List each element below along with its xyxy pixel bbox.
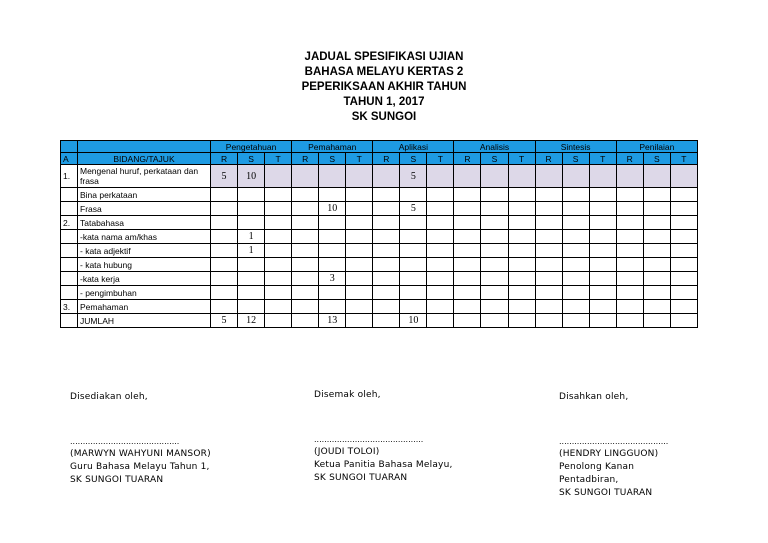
signature-school: SK SUNGOI TUARAN <box>559 488 653 498</box>
score-cell <box>427 272 454 286</box>
score-cell <box>454 188 481 202</box>
score-cell <box>238 272 265 286</box>
score-cell <box>508 272 535 286</box>
score-cell <box>427 165 454 188</box>
score-cell <box>481 286 508 300</box>
score-cell <box>535 202 562 216</box>
score-cell <box>400 300 427 314</box>
score-cell <box>454 286 481 300</box>
score-cell <box>616 258 643 272</box>
score-cell <box>616 216 643 230</box>
row-index: 3. <box>61 300 78 314</box>
table-row <box>61 216 698 230</box>
score-cell <box>643 258 670 272</box>
score-cell <box>265 272 292 286</box>
score-cell <box>211 202 238 216</box>
row-label: Bina perkataan <box>78 188 211 202</box>
score-cell <box>481 258 508 272</box>
signature-block-checked <box>314 389 453 485</box>
score-cell <box>454 216 481 230</box>
score-cell <box>427 244 454 258</box>
score-cell <box>643 165 670 188</box>
sub-header: T <box>508 153 535 165</box>
score-cell <box>292 286 319 300</box>
score-cell <box>373 244 400 258</box>
score-cell <box>400 272 427 286</box>
score-cell <box>265 286 292 300</box>
score-cell <box>670 165 697 188</box>
score-cell <box>346 258 373 272</box>
score-cell <box>319 244 346 258</box>
score-cell <box>265 300 292 314</box>
score-cell <box>535 230 562 244</box>
score-cell <box>589 244 616 258</box>
specification-table <box>60 140 698 328</box>
sub-header: S <box>481 153 508 165</box>
sub-header: R <box>373 153 400 165</box>
score-cell: 10 <box>400 314 427 328</box>
score-cell <box>373 300 400 314</box>
score-cell <box>346 314 373 328</box>
signature-school: SK SUNGOI TUARAN <box>314 473 408 483</box>
score-cell <box>211 300 238 314</box>
header-blank <box>61 141 78 153</box>
sub-header: T <box>589 153 616 165</box>
score-cell <box>535 244 562 258</box>
row-label: Tatabahasa <box>78 216 211 230</box>
score-cell <box>535 286 562 300</box>
score-cell <box>508 202 535 216</box>
score-cell <box>454 230 481 244</box>
group-header: Sintesis <box>535 141 616 153</box>
score-cell <box>589 188 616 202</box>
table-header-sub <box>61 153 698 165</box>
signature-role: Guru Bahasa Melayu Tahun 1, <box>70 462 210 472</box>
group-header: Pemahaman <box>292 141 373 153</box>
score-cell <box>616 272 643 286</box>
score-cell <box>616 188 643 202</box>
title-line-5: SK SUNGOI <box>351 111 417 123</box>
score-cell <box>589 300 616 314</box>
score-cell <box>562 258 589 272</box>
row-index: 1. <box>61 165 78 188</box>
sub-header: R <box>535 153 562 165</box>
table-row <box>61 202 698 216</box>
score-cell <box>643 272 670 286</box>
score-cell <box>535 314 562 328</box>
score-cell <box>346 244 373 258</box>
score-cell <box>643 188 670 202</box>
score-cell <box>319 286 346 300</box>
score-cell <box>211 188 238 202</box>
row-index: 2. <box>61 216 78 230</box>
table-row <box>61 314 698 328</box>
score-cell <box>670 202 697 216</box>
score-cell <box>346 165 373 188</box>
score-cell <box>589 314 616 328</box>
signature-heading: Disahkan oleh, <box>559 392 629 402</box>
score-cell <box>562 314 589 328</box>
sub-header: T <box>265 153 292 165</box>
score-cell <box>427 314 454 328</box>
score-cell <box>589 165 616 188</box>
score-cell <box>346 286 373 300</box>
sub-header: S <box>238 153 265 165</box>
table-row <box>61 165 698 188</box>
score-cell <box>643 314 670 328</box>
score-cell <box>427 216 454 230</box>
signature-name: (HENDRY LINGGUON) <box>559 449 659 459</box>
signature-school: SK SUNGOI TUARAN <box>70 475 164 485</box>
sub-header: S <box>319 153 346 165</box>
group-header: Penilaian <box>616 141 697 153</box>
sub-header: S <box>643 153 670 165</box>
row-label: Mengenal huruf, perkataan dan frasa <box>78 165 211 188</box>
score-cell: 5 <box>211 165 238 188</box>
score-cell <box>265 216 292 230</box>
score-cell: 5 <box>400 202 427 216</box>
score-cell <box>292 165 319 188</box>
score-cell <box>292 272 319 286</box>
score-cell <box>562 188 589 202</box>
col-bidang-header: BIDANG/TAJUK <box>78 153 211 165</box>
title-line-4: TAHUN 1, 2017 <box>343 96 425 108</box>
score-cell <box>292 188 319 202</box>
score-cell <box>481 244 508 258</box>
score-cell <box>562 300 589 314</box>
sub-header: T <box>670 153 697 165</box>
score-cell <box>481 300 508 314</box>
score-cell <box>670 258 697 272</box>
score-cell <box>265 165 292 188</box>
score-cell <box>454 165 481 188</box>
score-cell <box>211 230 238 244</box>
score-cell <box>589 272 616 286</box>
score-cell <box>373 258 400 272</box>
score-cell: 13 <box>319 314 346 328</box>
score-cell <box>265 244 292 258</box>
score-cell <box>346 272 373 286</box>
title-line-1: JADUAL SPESIFIKASI UJIAN <box>304 51 464 63</box>
score-cell <box>292 202 319 216</box>
score-cell <box>427 202 454 216</box>
sub-header: R <box>211 153 238 165</box>
row-label: Pemahaman <box>78 300 211 314</box>
row-index <box>61 230 78 244</box>
signature-block-approved <box>559 391 668 500</box>
score-cell <box>481 165 508 188</box>
score-cell <box>481 202 508 216</box>
score-cell <box>454 202 481 216</box>
score-cell <box>427 286 454 300</box>
score-cell <box>400 244 427 258</box>
score-cell <box>508 188 535 202</box>
score-cell <box>535 188 562 202</box>
score-cell <box>454 272 481 286</box>
row-index <box>61 244 78 258</box>
score-cell <box>643 300 670 314</box>
title-line-3: PEPERIKSAAN AKHIR TAHUN <box>301 81 467 93</box>
sub-header: S <box>562 153 589 165</box>
signature-line: ........................................... <box>314 435 424 444</box>
header-blank <box>78 141 211 153</box>
score-cell <box>211 216 238 230</box>
score-cell: 1 <box>238 244 265 258</box>
score-cell <box>643 286 670 300</box>
score-cell <box>481 314 508 328</box>
score-cell <box>427 300 454 314</box>
score-cell <box>346 216 373 230</box>
score-cell: 5 <box>400 165 427 188</box>
group-header: Aplikasi <box>373 141 454 153</box>
score-cell <box>427 230 454 244</box>
table-row <box>61 272 698 286</box>
sub-header: T <box>346 153 373 165</box>
score-cell <box>238 258 265 272</box>
signature-line: ........................................... <box>559 437 669 446</box>
score-cell <box>346 188 373 202</box>
score-cell <box>454 300 481 314</box>
score-cell <box>265 258 292 272</box>
score-cell <box>319 300 346 314</box>
table-row <box>61 230 698 244</box>
score-cell <box>589 230 616 244</box>
score-cell <box>238 202 265 216</box>
signature-role: Ketua Panitia Bahasa Melayu, <box>314 460 453 470</box>
score-cell <box>670 244 697 258</box>
signature-role-2: Pentadbiran, <box>559 475 619 485</box>
document-title <box>0 50 768 125</box>
score-cell <box>265 314 292 328</box>
score-cell <box>616 244 643 258</box>
score-cell <box>265 202 292 216</box>
score-cell <box>562 230 589 244</box>
score-cell <box>535 216 562 230</box>
score-cell <box>373 314 400 328</box>
score-cell <box>535 300 562 314</box>
score-cell <box>508 165 535 188</box>
row-label: JUMLAH <box>78 314 211 328</box>
score-cell <box>670 314 697 328</box>
score-cell <box>589 286 616 300</box>
row-index <box>61 286 78 300</box>
row-index <box>61 272 78 286</box>
score-cell <box>373 286 400 300</box>
score-cell <box>373 216 400 230</box>
score-cell <box>481 216 508 230</box>
sub-header: R <box>616 153 643 165</box>
signature-block-prepared <box>70 391 211 487</box>
row-label: -kata kerja <box>78 272 211 286</box>
score-cell <box>346 202 373 216</box>
score-cell <box>535 165 562 188</box>
score-cell: 3 <box>319 272 346 286</box>
table-row <box>61 286 698 300</box>
score-cell <box>400 258 427 272</box>
signature-name: (MARWYN WAHYUNI MANSOR) <box>70 449 211 459</box>
table-row <box>61 188 698 202</box>
row-label: - pengimbuhan <box>78 286 211 300</box>
row-label: -kata nama am/khas <box>78 230 211 244</box>
row-label: - kata hubung <box>78 258 211 272</box>
score-cell <box>319 230 346 244</box>
score-cell <box>508 300 535 314</box>
score-cell <box>454 244 481 258</box>
score-cell <box>670 286 697 300</box>
score-cell <box>400 216 427 230</box>
score-cell <box>427 188 454 202</box>
table-header-groups <box>61 141 698 153</box>
score-cell <box>292 244 319 258</box>
score-cell <box>616 300 643 314</box>
signature-role: Penolong Kanan <box>559 462 635 472</box>
score-cell <box>373 202 400 216</box>
score-cell <box>508 244 535 258</box>
score-cell <box>427 258 454 272</box>
score-cell <box>508 230 535 244</box>
score-cell <box>508 314 535 328</box>
score-cell <box>292 230 319 244</box>
score-cell <box>481 230 508 244</box>
score-cell <box>211 272 238 286</box>
score-cell <box>562 286 589 300</box>
score-cell <box>319 258 346 272</box>
table-row <box>61 300 698 314</box>
row-index <box>61 314 78 328</box>
col-a-header: A <box>61 153 78 165</box>
score-cell <box>670 272 697 286</box>
score-cell <box>562 244 589 258</box>
score-cell <box>589 258 616 272</box>
score-cell <box>319 188 346 202</box>
score-cell <box>211 286 238 300</box>
group-header: Pengetahuan <box>211 141 292 153</box>
score-cell <box>373 230 400 244</box>
score-cell <box>670 230 697 244</box>
score-cell <box>508 258 535 272</box>
score-cell <box>292 314 319 328</box>
score-cell <box>643 230 670 244</box>
score-cell <box>400 286 427 300</box>
signature-name: (JOUDI TOLOI) <box>314 447 380 457</box>
score-cell <box>670 216 697 230</box>
score-cell <box>643 244 670 258</box>
table-body <box>61 165 698 328</box>
score-cell <box>481 188 508 202</box>
sub-header: R <box>292 153 319 165</box>
score-cell <box>238 300 265 314</box>
row-index <box>61 202 78 216</box>
score-cell: 12 <box>238 314 265 328</box>
score-cell <box>265 188 292 202</box>
sub-header: S <box>400 153 427 165</box>
score-cell <box>616 202 643 216</box>
score-cell <box>292 216 319 230</box>
score-cell <box>238 216 265 230</box>
score-cell <box>508 216 535 230</box>
signature-heading: Disemak oleh, <box>314 390 381 400</box>
score-cell: 10 <box>238 165 265 188</box>
score-cell <box>670 188 697 202</box>
score-cell <box>346 300 373 314</box>
score-cell <box>562 216 589 230</box>
score-cell <box>373 188 400 202</box>
score-cell <box>535 258 562 272</box>
row-label: - kata adjektif <box>78 244 211 258</box>
score-cell <box>589 216 616 230</box>
group-header: Analisis <box>454 141 535 153</box>
score-cell <box>670 300 697 314</box>
signature-line: ........................................... <box>70 437 180 446</box>
row-label: Frasa <box>78 202 211 216</box>
score-cell <box>211 258 238 272</box>
score-cell <box>400 188 427 202</box>
score-cell <box>562 202 589 216</box>
score-cell <box>400 230 427 244</box>
score-cell: 10 <box>319 202 346 216</box>
score-cell <box>319 216 346 230</box>
score-cell <box>616 314 643 328</box>
score-cell: 1 <box>238 230 265 244</box>
sub-header: T <box>427 153 454 165</box>
score-cell <box>265 230 292 244</box>
score-cell <box>373 272 400 286</box>
score-cell <box>211 244 238 258</box>
row-index <box>61 258 78 272</box>
score-cell <box>616 165 643 188</box>
score-cell <box>238 188 265 202</box>
table-row <box>61 258 698 272</box>
title-line-2: BAHASA MELAYU KERTAS 2 <box>304 66 464 78</box>
signature-heading: Disediakan oleh, <box>70 392 148 402</box>
score-cell <box>616 230 643 244</box>
sub-header: R <box>454 153 481 165</box>
score-cell <box>589 202 616 216</box>
score-cell <box>292 300 319 314</box>
score-cell <box>535 272 562 286</box>
score-cell <box>562 165 589 188</box>
score-cell <box>481 272 508 286</box>
score-cell <box>643 202 670 216</box>
score-cell <box>319 165 346 188</box>
score-cell <box>454 258 481 272</box>
score-cell <box>373 165 400 188</box>
table-row <box>61 244 698 258</box>
score-cell <box>508 286 535 300</box>
score-cell <box>643 216 670 230</box>
score-cell: 5 <box>211 314 238 328</box>
score-cell <box>454 314 481 328</box>
row-index <box>61 188 78 202</box>
score-cell <box>238 286 265 300</box>
score-cell <box>292 258 319 272</box>
score-cell <box>616 286 643 300</box>
score-cell <box>562 272 589 286</box>
score-cell <box>346 230 373 244</box>
